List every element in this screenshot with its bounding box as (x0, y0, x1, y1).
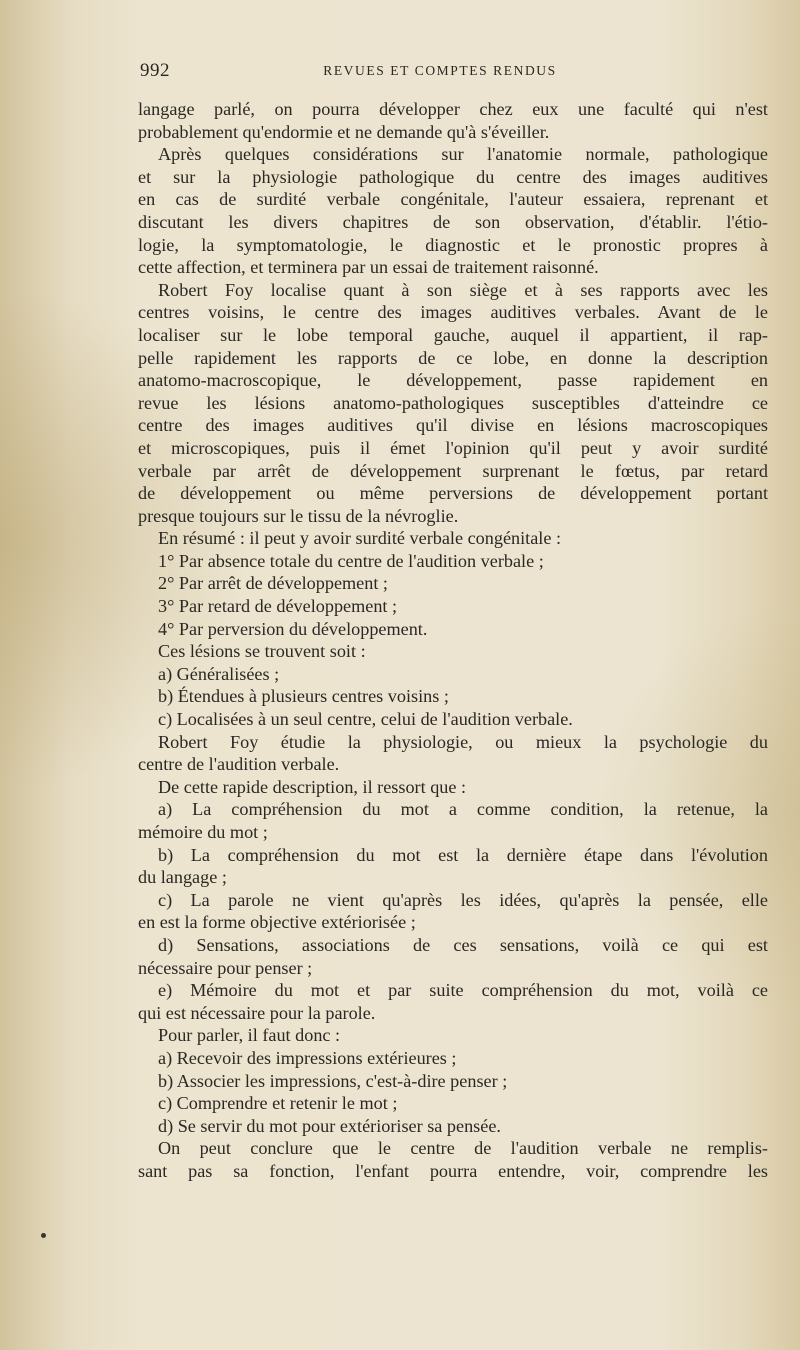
text-line: Après quelques considérations sur l'anatomie normale, pathologique (158, 144, 768, 165)
text-line: cette affection, et terminera par un essai de traitement raisonné. (138, 257, 599, 278)
text-line: b) Étendues à plusieurs centres voisins ; (158, 686, 449, 707)
text-line: verbale par arrêt de développement surprenant le fœtus, par retard (138, 460, 768, 481)
text-line: du langage ; (138, 867, 227, 888)
text-line: On peut conclure que le centre de l'audition verbale ne remplis- (158, 1138, 768, 1159)
text-line: 4° Par perversion du développement. (158, 618, 428, 639)
text-line: logie, la symptomatologie, le diagnostic et le pronostic propres à (138, 234, 768, 255)
running-head: REVUES ET COMPTES RENDUS (323, 63, 557, 78)
text-line: langage parlé, on pourra développer chez eux une faculté qui n'est (138, 99, 768, 119)
text-line: en cas de surdité verbale congénitale, l'auteur essaiera, reprenant et (138, 189, 768, 210)
text-line: Robert Foy localise quant à son siège et à ses rapports avec les (158, 279, 768, 300)
text-line: a) La compréhension du mot a comme condition, la retenue, la (158, 799, 768, 820)
text-line: qui est nécessaire pour la parole. (138, 1002, 376, 1023)
text-line: c) Localisées à un seul centre, celui de l'audition verbale. (158, 709, 573, 730)
text-line: pelle rapidement les rapports de ce lobe, en donne la description (138, 347, 768, 368)
text-line: nécessaire pour penser ; (138, 957, 313, 978)
text-line: centre de l'audition verbale. (138, 754, 340, 775)
text-line: 2° Par arrêt de développement ; (158, 573, 388, 594)
text-line: et microscopiques, puis il émet l'opinion qu'il peut y avoir surdité (138, 437, 768, 458)
text-line: d) Sensations, associations de ces sensations, voilà ce qui est (158, 934, 768, 955)
text-line: presque toujours sur le tissu de la névroglie. (138, 505, 459, 526)
margin-ink-dot (41, 1233, 46, 1238)
text-line: sant pas sa fonction, l'enfant pourra entendre, voir, comprendre les (138, 1160, 768, 1181)
text-line: centres voisins, le centre des images auditives verbales. Avant de le (138, 302, 768, 323)
page-header (140, 60, 740, 84)
text-line: b) Associer les impressions, c'est-à-dire penser ; (158, 1070, 508, 1091)
text-line: probablement qu'endormie et ne demande qu'à s'éveiller. (138, 121, 550, 142)
body-text (138, 98, 768, 1183)
text-line: c) Comprendre et retenir le mot ; (158, 1093, 398, 1114)
text-line: Ces lésions se trouvent soit : (158, 641, 366, 662)
text-line: e) Mémoire du mot et par suite compréhension du mot, voilà ce (158, 980, 768, 1001)
text-line: En résumé : il peut y avoir surdité verbale congénitale : (158, 528, 562, 549)
text-line: et sur la physiologie pathologique du centre des images auditives (138, 166, 768, 187)
text-line: d) Se servir du mot pour extérioriser sa pensée. (158, 1115, 501, 1136)
text-line: b) La compréhension du mot est la dernière étape dans l'évolution (158, 844, 768, 865)
text-line: a) Recevoir des impressions extérieures ; (158, 1047, 457, 1068)
text-line: Pour parler, il faut donc : (158, 1025, 341, 1046)
text-line: discutant les divers chapitres de son observation, d'établir. l'étio- (138, 211, 768, 232)
text-line: 1° Par absence totale du centre de l'audition verbale ; (158, 550, 544, 571)
text-line: De cette rapide description, il ressort que : (158, 776, 467, 797)
text-line: 3° Par retard de développement ; (158, 596, 398, 617)
text-line: centre des images auditives qu'il divise en lésions macroscopiques (138, 415, 768, 436)
text-line: de développement ou même perversions de développement portant (138, 483, 768, 504)
text-line: Robert Foy étudie la physiologie, ou mieux la psychologie du (158, 731, 768, 752)
text-line: a) Généralisées ; (158, 663, 280, 684)
text-line: revue les lésions anatomo-pathologiques susceptibles d'atteindre ce (138, 392, 768, 413)
page-number: 992 (140, 60, 170, 81)
text-line: en est la forme objective extériorisée ; (138, 912, 416, 933)
text-line: localiser sur le lobe temporal gauche, auquel il appartient, il rap- (138, 324, 768, 345)
text-line: c) La parole ne vient qu'après les idées, qu'après la pensée, elle (158, 889, 768, 910)
text-line: mémoire du mot ; (138, 822, 268, 842)
text-line: anatomo-macroscopique, le développement, passe rapidement en (138, 370, 768, 391)
